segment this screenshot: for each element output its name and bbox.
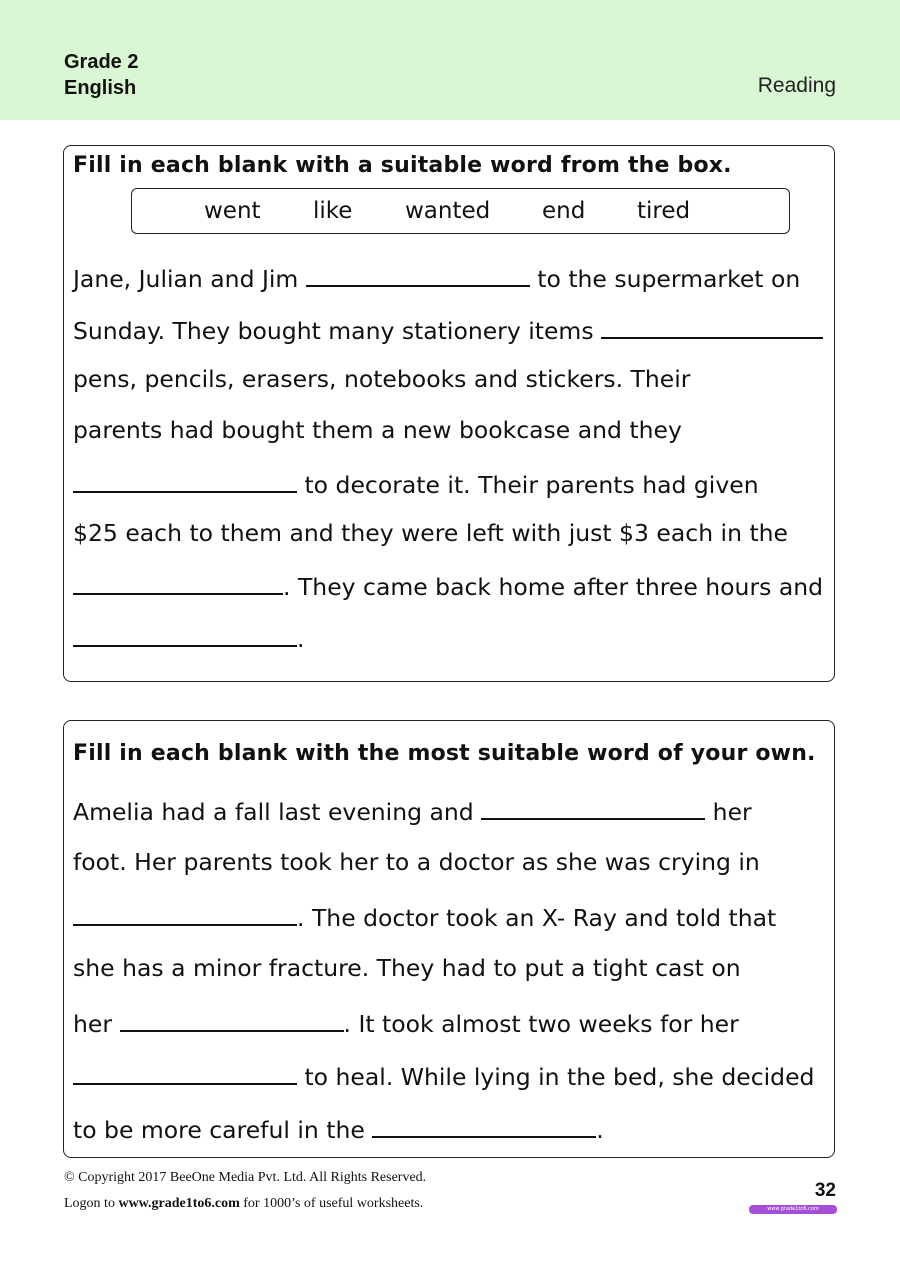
text-line (73, 261, 800, 294)
exercise-2-instruction: Fill in each blank with the most suitable word of your own. (73, 741, 816, 766)
text-line (73, 1006, 739, 1039)
copyright-notice: © Copyright 2017 BeeOne Media Pvt. Ltd. All Rights Reserved. (64, 1170, 427, 1185)
exercise-1-box (63, 145, 835, 682)
text-line (73, 518, 788, 548)
text-line (73, 364, 690, 394)
text-line (73, 467, 759, 500)
text-segment: . The doctor took an X- Ray and told that (297, 904, 777, 932)
text-line (73, 569, 823, 602)
logon-notice (64, 1196, 423, 1212)
word-bank-item: went (204, 198, 261, 224)
text-segment: she has a minor fracture. They had to put a tight cast on (73, 954, 741, 982)
text-line (73, 313, 823, 346)
site-badge: www.grade1to6.com (749, 1205, 837, 1214)
answer-blank[interactable] (73, 467, 297, 493)
answer-blank[interactable] (481, 794, 705, 820)
answer-blank[interactable] (73, 900, 297, 926)
logon-suffix: for 1000’s of useful worksheets. (239, 1196, 424, 1211)
answer-blank[interactable] (120, 1006, 344, 1032)
subject-label: English (64, 77, 137, 99)
exercise-1-instruction: Fill in each blank with a suitable word from the box. (73, 153, 732, 178)
text-segment: to heal. While lying in the bed, she decided (297, 1063, 815, 1091)
grade-subject-label (64, 49, 138, 101)
text-segment: to decorate it. Their parents had given (297, 471, 759, 499)
text-line (73, 1112, 604, 1145)
exercise-2-box (63, 720, 835, 1158)
word-bank-item: wanted (405, 198, 491, 224)
text-segment: parents had bought them a new bookcase and they (73, 416, 682, 444)
word-bank-item: end (542, 198, 586, 224)
text-line (73, 1059, 814, 1092)
site-link[interactable]: www.grade1to6.com (118, 1196, 240, 1211)
text-segment: . They came back home after three hours and (283, 573, 824, 601)
text-segment: her (73, 1010, 113, 1038)
text-segment: her (705, 798, 752, 826)
text-line (73, 900, 776, 933)
text-segment: foot. Her parents took her to a doctor as she was crying in (73, 848, 760, 876)
answer-blank[interactable] (372, 1112, 596, 1138)
word-bank-item: tired (637, 198, 691, 224)
text-segment: Jane, Julian and Jim (73, 265, 299, 293)
answer-blank[interactable] (73, 621, 297, 647)
answer-blank[interactable] (73, 1059, 297, 1085)
answer-blank[interactable] (306, 261, 530, 287)
grade-label: Grade 2 (64, 51, 139, 73)
word-bank (131, 188, 790, 234)
text-segment: $25 each to them and they were left with just $3 each in the (73, 519, 789, 547)
answer-blank[interactable] (601, 313, 823, 339)
text-line (73, 415, 682, 445)
word-bank-item: like (313, 198, 353, 224)
answer-blank[interactable] (73, 569, 283, 595)
text-segment: Amelia had a fall last evening and (73, 798, 474, 826)
text-line (73, 953, 741, 983)
topic-label: Reading (757, 74, 836, 97)
text-segment: Sunday. They bought many stationery items (73, 317, 594, 345)
text-segment: pens, pencils, erasers, notebooks and stickers. Their (73, 365, 691, 393)
logon-prefix: Logon to (64, 1196, 119, 1211)
text-line (73, 621, 304, 654)
text-segment: . It took almost two weeks for her (343, 1010, 739, 1038)
text-line (73, 794, 752, 827)
text-segment: . (596, 1116, 604, 1144)
page-header (0, 0, 900, 120)
text-segment: to the supermarket on (529, 265, 801, 293)
text-segment: to be more careful in the (73, 1116, 365, 1144)
text-segment: . (297, 625, 305, 653)
text-line (73, 847, 760, 877)
page-number: 32 (814, 1180, 836, 1201)
